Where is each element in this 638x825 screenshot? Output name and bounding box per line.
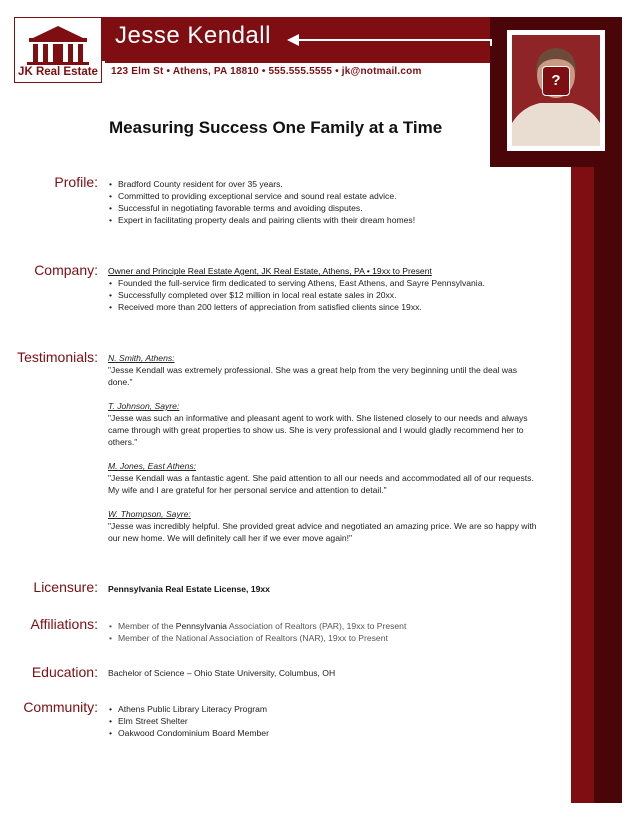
list-item: • Successfully completed over $12 million in local real estate sales in 20xx. [118, 289, 548, 301]
section-testimonials [108, 352, 543, 556]
license-text: Pennsylvania Real Estate License, 19xx [108, 584, 270, 594]
section-label-community: Community: [23, 699, 98, 715]
job-title: Owner and Principle Real Estate Agent, JK Real Estate, Athens, PA • 19xx to Present [108, 266, 432, 276]
logo-text: JK Real Estate [18, 66, 98, 78]
section-profile [108, 178, 548, 226]
section-label-licensure: Licensure: [33, 579, 98, 595]
list-item: • Oakwood Condominium Board Member [118, 727, 548, 739]
testimonial-text: "Jesse Kendall was a fantastic agent. She paid attention to all our needs and accommodated all of our requests. My wife and I are grateful for her personal service and attention to detail." [108, 473, 534, 495]
section-label-profile: Profile: [54, 174, 98, 190]
testimonial-author: T. Johnson, Sayre: [108, 401, 180, 411]
list-item: • Committed to providing exceptional service and sound real estate advice. [118, 190, 548, 202]
side-stripe-light [571, 167, 594, 803]
section-company [108, 265, 548, 313]
list-item: • Expert in facilitating property deals and pairing clients with their dream homes! [118, 214, 548, 226]
list-item: • Athens Public Library Literacy Program [118, 703, 548, 715]
arrow-left-icon [287, 34, 507, 46]
header-underline [105, 61, 490, 63]
list-item: • Received more than 200 letters of appreciation from satisfied clients since 19xx. [118, 301, 548, 313]
company-logo [14, 17, 102, 83]
testimonial-author: W. Thompson, Sayre: [108, 509, 191, 519]
section-label-affiliations: Affiliations: [30, 616, 98, 632]
education-text: Bachelor of Science – Ohio State University, Columbus, OH [108, 668, 336, 678]
testimonial-text: "Jesse Kendall was extremely professional. She was a great help from the very beginning until the deal was done." [108, 365, 518, 387]
section-label-testimonials: Testimonials: [17, 349, 98, 365]
person-name: Jesse Kendall [115, 22, 271, 49]
testimonial [108, 460, 543, 496]
list-item: • Successful in negotiating favorable terms and avoiding disputes. [118, 202, 548, 214]
testimonial [108, 400, 543, 448]
list-item: • Founded the full-service firm dedicated to serving Athens, East Athens, and Sayre Pennsylvania. [118, 277, 548, 289]
list-item: • Member of the National Association of Realtors (NAR), 19xx to Present [118, 632, 548, 644]
list-item: • Elm Street Shelter [118, 715, 548, 727]
section-community [108, 703, 548, 739]
testimonial-author: N. Smith, Athens: [108, 353, 175, 363]
tagline: Measuring Success One Family at a Time [109, 118, 443, 137]
photo-placeholder-badge: ? [542, 66, 570, 96]
testimonial-author: M. Jones, East Athens: [108, 461, 197, 471]
section-label-company: Company: [34, 262, 98, 278]
testimonial-text: "Jesse was incredibly helpful. She provided great advice and negotiated an amazing price. We are so happy with our new home. We will definitely call her if we ever move again!" [108, 521, 537, 543]
section-affiliations [108, 620, 548, 644]
section-label-education: Education: [31, 664, 98, 680]
contact-line: 123 Elm St • Athens, PA 18810 • 555.555.5555 • jk@notmail.com [111, 66, 422, 77]
testimonial [108, 352, 543, 388]
testimonial-text: "Jesse was such an informative and pleasant agent to work with. She listened closely to our needs and always came through with great properties to show us. She is very professional and I would gladly recommend her to others." [108, 413, 528, 447]
testimonial [108, 508, 543, 544]
side-stripe-dark [594, 167, 622, 803]
list-item: • Member of the Pennsylvania Association of Realtors (PAR), 19xx to Present [118, 620, 548, 632]
building-icon [25, 24, 91, 66]
list-item: • Bradford County resident for over 35 years. [118, 178, 548, 190]
